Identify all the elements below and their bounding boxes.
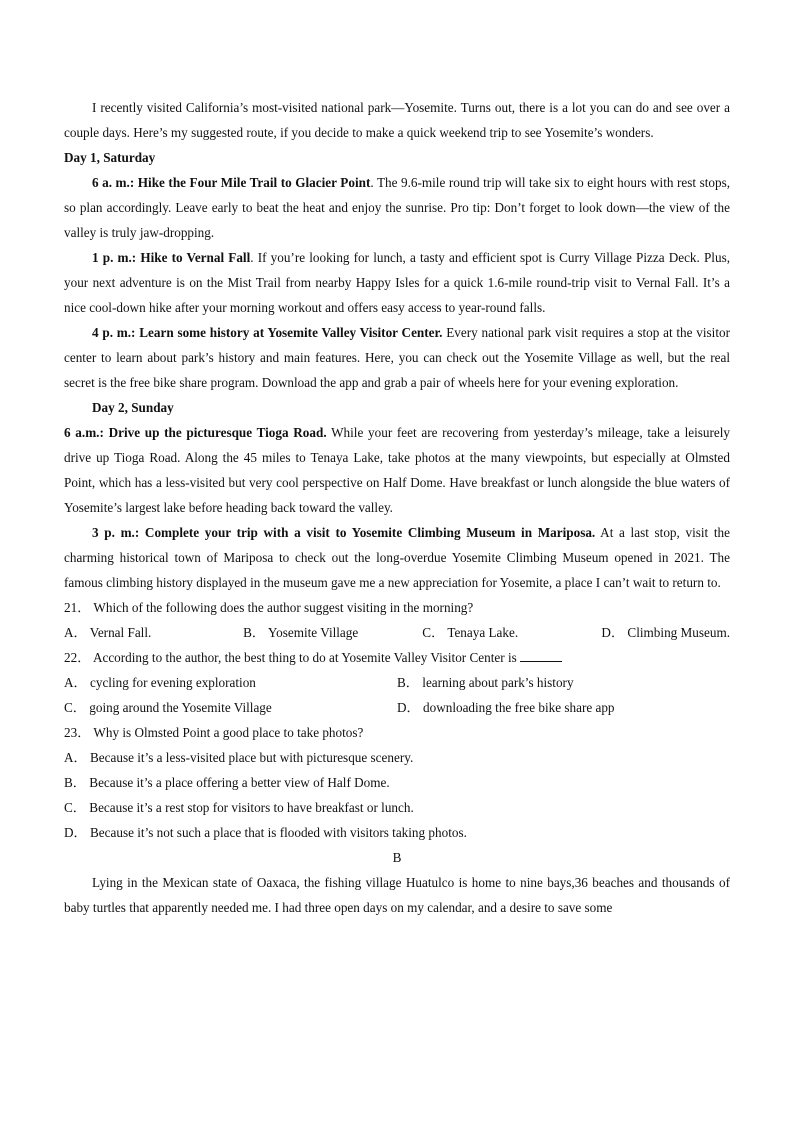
day1-item-3: [64, 320, 730, 395]
day1-item-1: [64, 170, 730, 245]
item-text: At a last stop, visit the charming historical town of Mariposa to check out the long-overdue Yosemite Climbing Museum opened in 2021. The famous climbing history displayed in the museum gave me a new appreciation for Yosemite, a place I can’t wait to return to.: [64, 525, 730, 590]
option-a: A． Vernal Fall.: [64, 625, 152, 640]
intro-paragraph: I recently visited California’s most-visited national park—Yosemite. Turns out, there is a lot you can do and see over a couple days. Here’s my suggested route, if you decide to make a quick weekend trip to see Yosemite’s wonders.: [64, 100, 730, 140]
option-b: B． Yosemite Village: [243, 625, 359, 640]
day2-item-2: [64, 520, 730, 595]
option-d: D． Climbing Museum.: [601, 625, 731, 640]
question-21-stem: 21． Which of the following does the author suggest visiting in the morning?: [64, 600, 474, 615]
item-text: . If you’re looking for lunch, a tasty and efficient spot is Curry Village Pizza Deck. Plus, your next adventure is on the Mist Trail from nearby Happy Isles for a quick 1.6-mile round-trip visit to Vernal Fall. It’s a nice cool-down hike after your morning workout and offers easy access to year-round falls.: [64, 250, 730, 315]
item-text: While your feet are recovering from yesterday’s mileage, take a leisurely drive up Tioga Road. Along the 45 miles to Tenaya Lake, take photos at the many viewpoints, but especially at Olmsted Point, which has a less-visited but very cool perspective on Half Dome. Have breakfast or lunch alongside the blue waters of Yosemite’s largest lake before heading back toward the valley.: [64, 425, 731, 515]
item-text: . The 9.6-mile round trip will take six to eight hours with rest stops, so plan accordingly. Leave early to beat the heat and enjoy the sunrise. Pro tip: Don’t forget to look down—the view of the valley is truly jaw-dropping.: [64, 175, 731, 240]
item-text: Every national park visit requires a stop at the visitor center to learn about park’s history and main features. Here, you can check out the Yosemite Village as well, but the real secret is the free bike share program. Download the app and grab a pair of wheels here for your evening exploration.: [64, 325, 730, 390]
question-23-stem: 23． Why is Olmsted Point a good place to take photos?: [64, 725, 364, 740]
section-b-heading: B: [392, 850, 402, 865]
passage-b-paragraph: Lying in the Mexican state of Oaxaca, the fishing village Huatulco is home to nine bays,36 beaches and thousands of baby turtles that apparently needed me. I had three open days on my calendar, and a desire to save some: [64, 875, 730, 915]
option-b: B． Because it’s a place offering a better view of Half Dome.: [64, 775, 390, 790]
item-heading: 3 p. m.: Complete your trip with a visit to Yosemite Climbing Museum in Mariposa.: [92, 525, 596, 540]
item-heading: 6 a.m.: Drive up the picturesque Tioga Road.: [64, 425, 327, 440]
question-22-stem: [64, 645, 730, 670]
stem-text: 22． According to the author, the best thing to do at Yosemite Valley Visitor Center is: [64, 650, 517, 665]
day1-item-2: [64, 245, 730, 320]
day1-title: Day 1, Saturday: [64, 150, 156, 165]
item-heading: 1 p. m.: Hike to Vernal Fall: [92, 250, 251, 265]
question-22-options-row1: [64, 670, 730, 695]
option-b: B． learning about park’s history: [397, 675, 574, 690]
item-heading: 4 p. m.: Learn some history at Yosemite Valley Visitor Center.: [92, 325, 443, 340]
option-a: A． Because it’s a less-visited place but with picturesque scenery.: [64, 750, 414, 765]
option-c: C． Tenaya Lake.: [422, 625, 519, 640]
option-d: D． Because it’s not such a place that is flooded with visitors taking photos.: [64, 825, 467, 840]
answer-blank: [520, 649, 562, 662]
option-d: D． downloading the free bike share app: [397, 700, 615, 715]
question-22-options-row2: [64, 695, 730, 720]
option-a: A． cycling for evening exploration: [64, 675, 256, 690]
day2-title: Day 2, Sunday: [92, 400, 174, 415]
item-heading: 6 a. m.: Hike the Four Mile Trail to Glacier Point: [92, 175, 371, 190]
question-21-options: [64, 620, 730, 645]
day2-item-1: [64, 420, 730, 520]
option-c: C． Because it’s a rest stop for visitors to have breakfast or lunch.: [64, 800, 414, 815]
option-c: C． going around the Yosemite Village: [64, 700, 272, 715]
